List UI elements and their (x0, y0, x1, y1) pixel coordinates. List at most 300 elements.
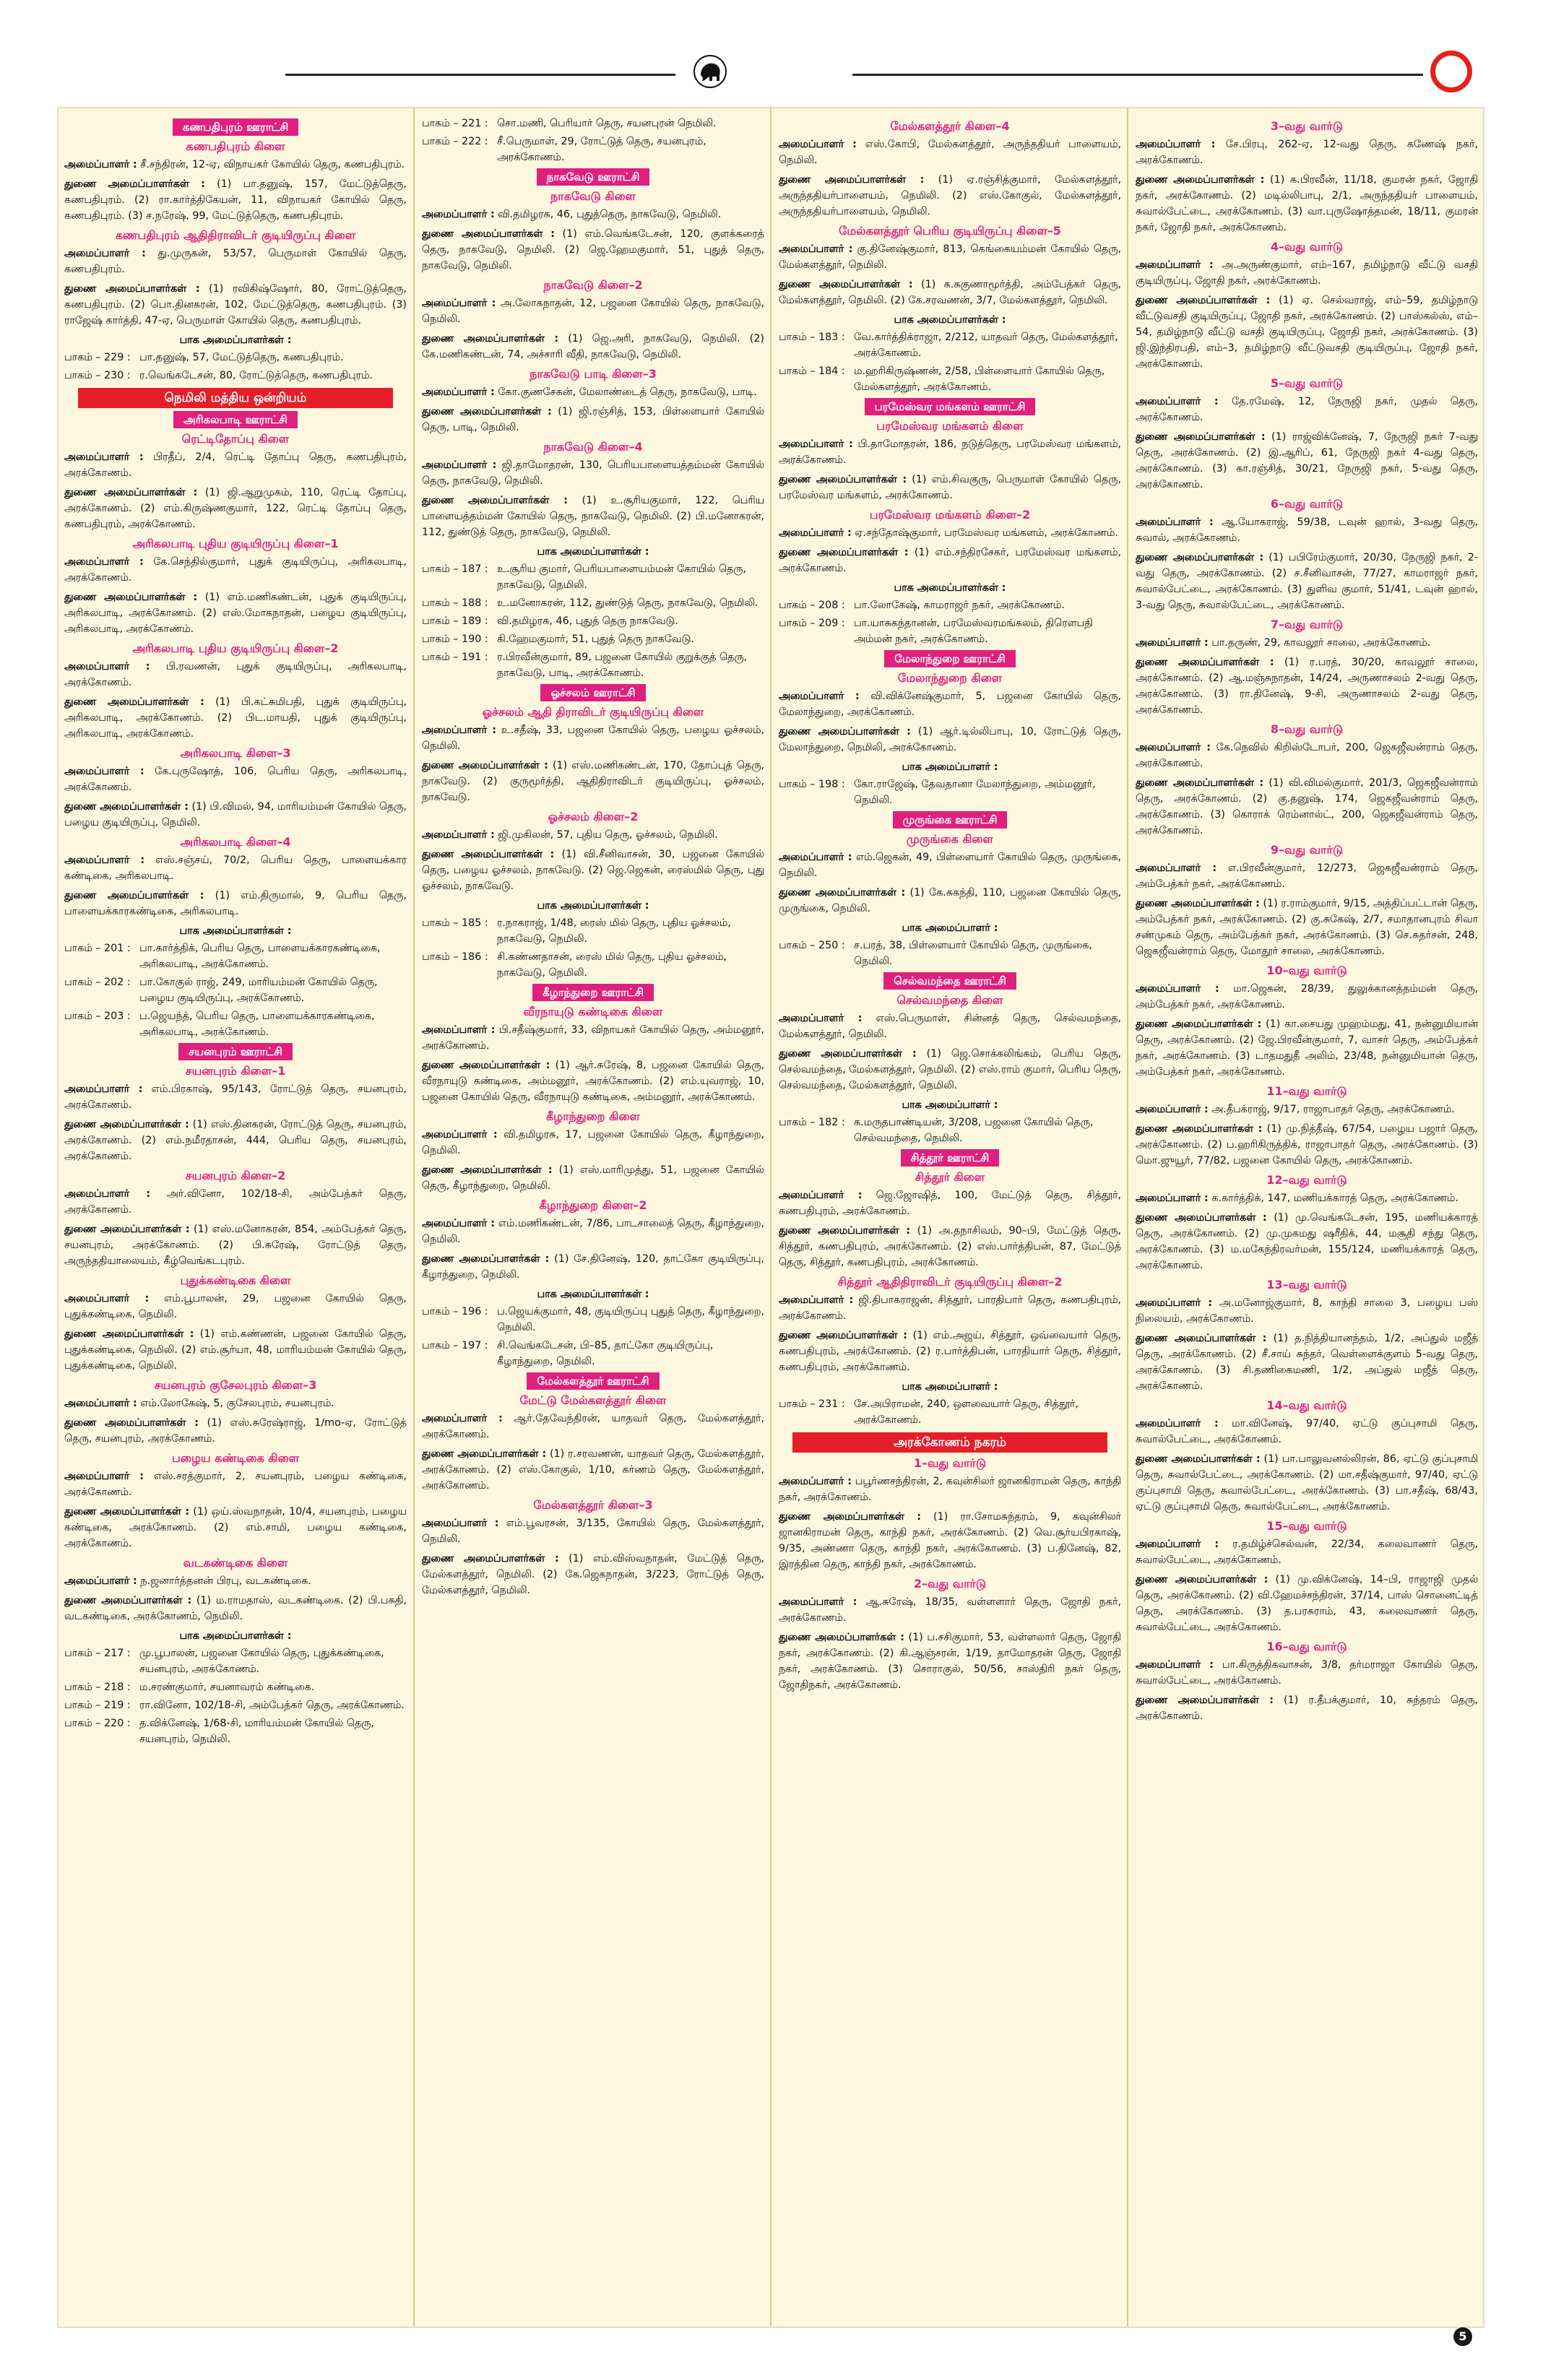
entry-text: எஸ்.சஞ்சய், 70/2, பெரிய தெரு, பாளையக்கார கண்டிகை, அரிகலபாடி. (64, 854, 407, 882)
entry-text: எம்.லோகேஷ், 5, குசேலபுரம், சயனபுரம். (137, 1398, 334, 1409)
entry-text: (1) எஸ்.மனோகரன், 854, அம்பேத்கர் தெரு, சயனபுரம், அரக்கோணம். (2) பி.சுரேஷ், ரோட்டுத் தெரு, அருந்ததியாலையம், கீழ்வெங்கடபுரம். (64, 1224, 407, 1267)
organiser-entry (422, 1216, 764, 1247)
role-label: அமைப்பாளர் : (779, 1596, 857, 1608)
entry-text: (1) எம்.திருமால், 9, பெரிய தெரு, பாளையக்காரகண்டிகை, அரிகலபாடி. (64, 890, 407, 917)
entry-text: அர்.வினோ, 102/18-சி, அம்பேத்கர் தெரு, அரக்கோணம். (64, 1188, 407, 1216)
panchayat-heading: முருங்கை ஊராட்சி (893, 811, 1008, 828)
branch-heading: 14–வது வார்டு (1266, 1398, 1347, 1412)
organiser-entry (779, 688, 1121, 720)
role-label: துணை அமைப்பாளர்கள் : (779, 1048, 917, 1060)
column-divider (1127, 108, 1128, 2327)
entry-text: (1) ஏ. செல்வராஜ், எம்–59, தமிழ்நாடு வீட்டுவசதி குடியிருப்பு, ஜோதி நகர், அரக்கோணம். (2) பாஸ்கல்ஸ், எம்–54, தமிழ்நாடு வீட்டு வசதி குடியிருப்பு, ஜோதி நகர், அரக்கோணம். (3) ஜி.இந்திரபதி, எம்–3, தமிழ்நாடு வீட்டுவசதி குடியிருப்பு, ஜோதி நகர், அரக்கோணம். (1136, 295, 1478, 370)
entry-text: (1) எம்.அஜய், சித்தூர், ஒவ்வையார் தெரு, கணபதிபுரம், அரக்கோணம். (2) ர.பார்த்திபன், பாரதியார் தெரு, சித்தூர், கணபதிபுரம், அரக்கோணம். (779, 1330, 1121, 1373)
branch-heading: அரிகலபாடி கிளை–3 (180, 746, 291, 760)
booth-organiser: சீ.பெருமாள், 29, ரோட்டுத் தெரு, சயனபுரம், அரக்கோணம். (497, 136, 706, 163)
branch-heading: மேட்டு மேல்களத்தூர் கிளை (519, 1393, 667, 1407)
role-label: அமைப்பாளர் : (64, 248, 146, 259)
booth-number: பாகம் – 221 : (422, 118, 488, 129)
entry-text: (1) ஆர்.சுரேஷ், 8, பஜனை கோயில் தெரு, வீரநாயுடு கண்டிகை, அம்மனூர், அரக்கோணம். (2) எம்.யுவராஜ், 10, பஜனை கோயில் தெரு, வீரநாயுடு கண்டிகை, அம்மனூர், அரக்கோணம். (422, 1060, 764, 1103)
organiser-entry (422, 1515, 764, 1547)
branch-heading: வடகண்டிகை கிளை (183, 1556, 288, 1570)
entry-text: (1) எஸ்.சுரேஷ்ராஜ், 1/mo-ஏ, ரோட்டுத் தெரு, சயனபுரம், அரக்கோணம். (64, 1417, 407, 1445)
entry-text: (1) ஏ.ரஞ்சித்குமார், மேல்களத்தூர், அருந்ததியர்பாளையம், நெமிலி. (2) எஸ்.கோகுல், மேல்களத்தூர், அருந்ததியர்பாளையம், நெமிலி. (779, 174, 1121, 217)
booth-number: பாகம் – 229 : (64, 352, 131, 363)
role-label: துணை அமைப்பாளர்கள் : (422, 495, 568, 506)
branch-heading: புதுக்கண்டிகை கிளை (180, 1273, 291, 1287)
role-label: அமைப்பாளர் : (422, 298, 496, 309)
branch-heading: சயனபுரம் கிளை–2 (185, 1169, 286, 1182)
booth-number: பாகம் – 231 : (779, 1398, 845, 1410)
organiser-entry (1136, 1330, 1478, 1394)
organiser-entry (779, 724, 1121, 756)
role-label: அமைப்பாளர் : (422, 1218, 495, 1229)
booth-section-heading: பாக அமைப்பாளர்கள் : (894, 314, 1006, 326)
entry-text: (1) மு.நித்தீஷ், 67/54, பழைய பஜார் தெரு, அரக்கோணம். (2) ப.ஹரிகிருத்திக், ராஜாபாதர் தெரு, அரக்கோணம். (3) மொ.ஜுயூர், 77/82, பஜனை கோயில் தெரு, அரக்கோணம். (1136, 1123, 1478, 1167)
booth-number: பாகம் – 218 : (64, 1682, 131, 1693)
branch-heading: நாகவேடு கிளை–2 (543, 278, 643, 292)
role-label: அமைப்பாளர் : (422, 724, 497, 736)
booth-organiser: உ.மனோகரன், 112, துண்டுத் தெரு, நாகவேடு, நெமிலி. (497, 597, 758, 609)
entry-text: வி.விக்னேஷ்குமார், 5, பஜனை கோயில் தெரு, மேலாந்துறை, அரக்கோணம். (779, 691, 1121, 718)
role-label: துணை அமைப்பாளர்கள் : (779, 726, 911, 737)
booth-organiser: மு.பூபாலன், பஜனை கோயில் தெரு, புதுக்கண்டிகை, சயனபுரம், அரக்கோணம். (139, 1648, 384, 1675)
booth-organiser: பா.தனுஷ், 57, மேட்டுத்தெரு, கணபதிபுரம். (139, 352, 344, 363)
organiser-entry (422, 404, 764, 436)
role-label: அமைப்பாளர் : (779, 438, 853, 450)
role-label: துணை அமைப்பாளர்கள் : (64, 890, 204, 901)
branch-heading: நாகவேடு கிளை–4 (543, 440, 643, 454)
organiser-entry (1136, 1451, 1478, 1515)
entry-text: சீ.சந்திரன், 12-ஏ, விநாயகர் கோயில் தெரு, கணபதிபுரம். (137, 159, 405, 170)
organiser-entry (422, 331, 764, 363)
entry-text: (1) ர.தீபக்குமார், 10, சுந்தரம் தெரு, அரக்கோணம். (1136, 1695, 1478, 1722)
entry-text: (1) த.நித்தியானந்தம், 1/2, அப்துல் மஜீத் தெரு, அரக்கோணம். (2) சீ.சாய் சுந்தர், வெள்ளைக்குளம் 5-வது தெரு, அரக்கோணம். (3) சி.தணிகைமணி, 1/2, அப்துல் மஜீத் தெரு, அரக்கோணம். (1136, 1333, 1478, 1392)
organiser-entry (1136, 1536, 1478, 1568)
booth-entry (422, 595, 764, 611)
booth-organiser: ம.சரண்குமார், சயனாவரம் கண்டிகை. (139, 1682, 315, 1693)
role-label: அமைப்பாளர் : (1136, 1104, 1209, 1115)
booth-organiser: சொ.மணி, பெரியார் தெரு, சயனபுரன் நெமிலி. (497, 118, 717, 129)
booth-entry (422, 949, 764, 981)
entry-text: ஜி.முகிலன், 57, புதிய தெரு, ஓச்சலம், நெமிலி. (494, 829, 718, 841)
branch-heading: மேல்களத்தூர் கிளை–4 (890, 119, 1010, 133)
branch-heading: வீரநாயுடு கண்டிகை கிளை (523, 1005, 663, 1018)
booth-entry (64, 1645, 407, 1677)
role-label: துணை அமைப்பாளர்கள் : (779, 547, 909, 558)
organiser-entry (1136, 1572, 1478, 1635)
entry-text: பி.ரவணன், புதுக் குடியிருப்பு, அரிகலபாடி, அரக்கோணம். (64, 661, 407, 688)
organiser-entry (64, 1326, 407, 1374)
role-label: அமைப்பாளர் : (64, 661, 150, 672)
role-label: துணை அமைப்பாளர்கள் : (422, 1164, 553, 1176)
organiser-entry (422, 226, 764, 274)
branch-heading: 13–வது வார்டு (1266, 1278, 1347, 1291)
branch-heading: 6–வது வார்டு (1270, 497, 1344, 511)
booth-organiser: பா.யாசுகந்தானன், பரமேஸ்வரமங்கலம், திரௌபதி அம்மன் நகர், அரக்கோணம். (854, 618, 1093, 645)
role-label: துணை அமைப்பாளர்கள் : (64, 696, 204, 708)
role-label: அமைப்பாளர் : (779, 139, 857, 150)
page-number: 5 (1453, 2327, 1472, 2346)
entry-text: (1) க.சுகுணாமூர்த்தி, அம்பேத்கர் தெரு, மேல்களத்தூர், நெமிலி. (2) கே.சரவணன், 3/7, மேல்களத்தூர், நெமிலி. (779, 279, 1121, 306)
role-label: துணை அமைப்பாளர்கள் : (779, 1330, 907, 1341)
entry-text: ந.ஜனார்த்தனன் பிரபு, வடகண்டிகை. (137, 1575, 311, 1587)
organiser-entry (422, 207, 764, 222)
role-label: துணை அமைப்பாளர்கள் : (1136, 295, 1271, 306)
organiser-entry (64, 659, 407, 691)
organiser-entry (779, 1594, 1121, 1626)
role-label: துணை அமைப்பாளர்கள் : (779, 1225, 911, 1237)
organiser-entry (422, 847, 764, 894)
booth-number: பாகம் – 230 : (64, 370, 131, 381)
role-label: துணை அமைப்பாளர்கள் : (779, 279, 913, 290)
entry-text: கு.தினேஷ்குமார், 813, கெங்கையம்மன் கோயில் தெரு, மேல்களத்தூர், நெமிலி. (779, 243, 1121, 271)
role-label: அமைப்பாளர் : (1136, 1539, 1219, 1550)
booth-organiser: சே.அபிராமன், 240, ஔவையார் தெரு, சித்தூர், அரக்கோணம். (854, 1398, 1079, 1426)
role-label: துணை அமைப்பாளர்கள் : (779, 1511, 921, 1523)
role-label: அமைப்பாளர் : (1136, 396, 1219, 407)
branch-heading: 16–வது வார்டு (1266, 1640, 1347, 1653)
booth-number: பாகம் – 219 : (64, 1700, 131, 1711)
entry-text: எ.பிரவீன்குமார், 12/273, ஜெகஜீவன்ராம் தெரு, அம்பேத்கர் நகர், அரக்கோணம். (1136, 862, 1478, 890)
role-label: அமைப்பாளர் : (64, 1188, 151, 1200)
column-3 (779, 116, 1121, 2322)
booth-organiser: வி.தமிழரசு, 46, புதுத் தெரு நாகவேடு. (497, 615, 678, 627)
entry-text: ஜெ.ஜோஷித், 100, மேட்டுத் தெரு, சித்தூர், கணபதிபுரம், அரக்கோணம். (779, 1190, 1121, 1217)
panchayat-heading: மேலாந்துறை ஊராட்சி (884, 650, 1015, 667)
entry-text: (1) ர.பரத், 30/20, காவலூர் சாலை, அரக்கோணம். (2) ஆ.மஞ்சுநாதன், 14/24, அருணாசலம் 2-வது தெரு, அரக்கோணம். (3) ரா.தினேஷ், 9-சி, அருணாசலம் 2-வது தெரு, அரக்கோணம். (1136, 657, 1478, 716)
role-label: அமைப்பாளர் : (1136, 259, 1214, 271)
role-label: துணை அமைப்பாளர்கள் : (64, 1506, 190, 1518)
role-label: அமைப்பாளர் : (422, 386, 495, 398)
entry-text: (1) எம்.சிவகுரு, பெருமாள் கோயில் தெரு, பரமேஸ்வர மங்களம், அரக்கோணம். (779, 474, 1121, 501)
entry-text: (1) பா.தனுஷ், 157, மேட்டுத்தெரு, கணபதிபுரம். (2) ரா.கார்த்திகேயன், 11, விநாயகர் கோயில் தெரு, கணபதிபுரம். (3) ச.நரேஷ், 99, மேட்டுத்தெரு, கணபதிபுரம். (64, 178, 407, 222)
panchayat-heading: செல்வமந்தை ஊராட்சி (883, 972, 1016, 990)
organiser-entry (1136, 740, 1478, 771)
booth-organiser: ச.பரத், 38, பிள்ளையார் கோயில் தெரு, முருங்கை, நெமிலி. (854, 940, 1092, 967)
role-label: துணை அமைப்பாளர்கள் : (64, 178, 206, 190)
red-circle-icon (1430, 51, 1472, 92)
role-label: துணை அமைப்பாளர்கள் : (64, 1595, 192, 1606)
booth-number: பாகம் – 185 : (422, 917, 488, 929)
role-label: அமைப்பாளர் : (1136, 1297, 1213, 1309)
role-label: அமைப்பாளர் : (779, 243, 853, 255)
branch-heading: 4–வது வார்டு (1270, 240, 1344, 254)
booth-entry (64, 368, 407, 384)
booth-organiser: கோ.ராஜேஷ், தேவதானா மேலாந்துறை, அம்மனூர், நெமிலி. (854, 779, 1096, 806)
organiser-entry (422, 1057, 764, 1105)
booth-number: பாகம் – 196 : (422, 1306, 488, 1317)
entry-text: உ.சதீஷ், 33, பஜனை கோயில் தெரு, பழைய ஓச்சலம், நெமிலி. (422, 724, 764, 752)
header-rule-left (285, 74, 675, 76)
entry-text: எம்.பூபாலன், 29, பஜனை கோயில் தெரு, புதுக்கண்டிகை, நெமிலி. (64, 1293, 407, 1320)
organiser-entry (64, 1291, 407, 1323)
role-label: துணை அமைப்பாளர்கள் : (422, 406, 552, 417)
role-label: துணை அமைப்பாளர்கள் : (779, 1632, 904, 1643)
organiser-entry (64, 449, 407, 481)
role-label: துணை அமைப்பாளர்கள் : (422, 1253, 550, 1265)
role-label: அமைப்பாளர் : (1136, 1659, 1214, 1671)
organiser-entry (64, 246, 407, 277)
entry-text: (1) ப.சசிகுமார், 53, வள்ளலார் தெரு, ஜோதி நகர், அரக்கோணம். (2) கி.ஆஞ்சரன், 1/19, தாமோதரன் தெரு, ஜோதி நகர், அரக்கோணம். (3) சொராகுல், 50/56, சாஸ்திரி நகர் தெரு, ஜோதிநகர், அரக்கோணம். (779, 1632, 1121, 1691)
organiser-entry (1136, 1416, 1478, 1448)
role-label: துணை அமைப்பாளர்கள் : (1136, 1695, 1274, 1706)
role-label: அமைப்பாளர் : (1136, 139, 1216, 150)
organiser-entry (422, 295, 764, 327)
organiser-entry (64, 852, 407, 884)
entry-text: (1) பா.பாலுவனல்லிரன், 86, ஏட்டு குப்புசாமி தெரு, சுவால்பேட்டை, அரக்கோணம். (2) மா.சதீஷ்குமார், 97/40, ஏட்டு குப்புசாமி தெரு, சுவால்பேட்டை, அரக்கோணம். (3) பா.சதீஷ், 68/43, ஏட்டு குப்புசாமி தெரு, சுவால்பேட்டை, அரக்கோணம். (1136, 1453, 1478, 1513)
booth-entry (422, 631, 764, 647)
branch-heading: நாகவேடு கிளை (550, 189, 636, 203)
branch-heading: அரிகலபாடி புதிய குடியிருப்பு கிளை–1 (132, 537, 339, 550)
organiser-entry (1136, 1295, 1478, 1327)
booth-number: பாகம் – 217 : (64, 1648, 131, 1659)
role-label: அமைப்பாளர் : (64, 556, 144, 568)
booth-organiser: பா.கோகுல் ராஜ், 249, மாரியம்மன் கோயில் தெரு, பழைய குடியிருப்பு, அரக்கோணம். (139, 977, 378, 1004)
entry-text: (1) பபிரேம்குமார், 20/30, நேருஜி நகர், 2-வது தெரு, அரக்கோணம். (2) ச.சீனிவாசன், 77/27, காமராஜர் நகர், சுவால்பேட்டை, அரக்கோணம். (3) துளிவ குமார், 51/41, டவுன் ஹால், 3-வது தெரு, சுவால்பேட்டை, அரக்கோணம். (1136, 552, 1478, 611)
entry-text: பா.தருண், 29, காவலூர் சாலை, அரக்கோணம். (1208, 637, 1431, 649)
branch-heading: சயனபுரம் குசேலபுரம் கிளை–3 (154, 1378, 317, 1392)
panchayat-heading: கணபதிபுரம் ஊராட்சி (173, 118, 299, 136)
organiser-entry (64, 1573, 407, 1589)
booth-entry (422, 1338, 764, 1369)
elephant-logo-icon (692, 53, 728, 90)
organiser-entry (1136, 1102, 1478, 1117)
role-label: அமைப்பாளர் : (1136, 742, 1211, 753)
entry-text: பிரதீப், 2/4, ரெட்டி தோப்பு தெரு, கணபதிபுரம், அரக்கோணம். (64, 451, 407, 479)
role-label: துணை அமைப்பாளர்கள் : (422, 1448, 547, 1460)
entry-text: எம்.பூவரசன், 3/135, கோயில் தெரு, மேல்களத்தூர், நெமிலி. (422, 1518, 764, 1545)
booth-number: பாகம் – 222 : (422, 136, 488, 147)
panchayat-heading: நாகவேடு ஊராட்சி (537, 168, 650, 186)
entry-text: (1) ராஜ்விக்னேஷ், 7, நேருஜி நகர் 7-வது தெரு, அரக்கோணம். (2) இ.ஆரிப், 61, நேருஜி நகர் 4-வது தெரு, அரக்கோணம். (3) கா.ரஞ்சித், 30/21, நேருஜி நகர், 5-வது தெரு, அரக்கோணம். (1136, 431, 1478, 490)
panchayat-heading: சித்தூர் ஊராட்சி (901, 1149, 1000, 1167)
role-label: அமைப்பாளர் : (422, 209, 495, 220)
organiser-entry (1136, 137, 1478, 168)
branch-heading: கீழாந்துறை கிளை–2 (539, 1198, 647, 1212)
role-label: துணை அமைப்பாளர்கள் : (1136, 552, 1264, 563)
union-heading: நெமிலி மத்திய ஒன்றியம் (78, 388, 393, 408)
organiser-entry (779, 1509, 1121, 1572)
branch-heading: கணபதிபுரம் கிளை (186, 139, 285, 153)
role-label: அமைப்பாளர் : (64, 1575, 137, 1587)
branch-heading: சயனபுரம் கிளை–1 (185, 1064, 286, 1078)
branch-heading: அரிகலபாடி கிளை–4 (180, 835, 291, 849)
branch-heading: 5–வது வார்டு (1270, 376, 1344, 390)
booth-organiser: ர.வெங்கடேசன், 80, ரோட்டுத்தெரு, கணபதிபுரம். (139, 370, 373, 381)
role-label: துணை அமைப்பாளர்கள் : (422, 228, 555, 240)
organiser-entry (64, 799, 407, 831)
booth-organiser: கி.ஹேமகுமார், 51, புதுத் தெரு நாகவேடு. (497, 633, 694, 645)
booth-number: பாகம் – 188 : (422, 597, 488, 609)
entry-text: (1) ஜெ.அரி, நாகவேடு, நெமிலி. (2) கே.மணிகண்டன், 74, அச்சாரி வீதி, நாகவேடு, நெமிலி. (422, 333, 764, 360)
booth-number: பாகம் – 191 : (422, 652, 488, 663)
booth-organiser: ர.நாகராஜ், 1/48, ரைஸ் மில் தெரு, புதிய ஓச்சலம், நாகவேடு, நெமிலி. (497, 917, 731, 945)
role-label: துணை அமைப்பாளர்கள் : (1136, 431, 1266, 443)
organiser-entry (64, 1468, 407, 1500)
entry-text: (1) மு.வெங்கடேசன், 195, மணியக்காரத் தெரு, அரக்கோணம். (2) மு.முகமது ஷரீதிக், 44, மசூதி சந்து தெரு, அரக்கோணம். (3) ம.மகேந்திரவர்மன், 155/124, மணியக்காரத் தெரு, அரக்கோணம். (1136, 1212, 1478, 1271)
role-label: அமைப்பாளர் : (422, 1129, 498, 1141)
organiser-entry (64, 176, 407, 224)
organiser-entry (1136, 514, 1478, 546)
organiser-entry (779, 1292, 1121, 1324)
booth-number: பாகம் – 202 : (64, 977, 131, 988)
role-label: துணை அமைப்பாளர்கள் : (422, 1553, 559, 1565)
booth-organiser: பா.லோகேஷ், காமராஜர் நகர், அரக்கோணம். (854, 600, 1065, 611)
organiser-entry (422, 1446, 764, 1494)
entry-text: எஸ்.சரத்குமார், 2, சயனபுரம், பழைய கண்டிகை, அரக்கோணம். (64, 1471, 407, 1498)
branch-heading: பழைய கண்டிகை கிளை (171, 1451, 300, 1465)
role-label: துணை அமைப்பாளர்கள் : (1136, 777, 1264, 789)
organiser-entry (1136, 1016, 1478, 1080)
organiser-entry (1136, 654, 1478, 718)
booth-organiser: த.விக்னேஷ், 1/68-சி, மாரியம்மன் கோயில் தெரு, சயனபுரம், நெமிலி. (139, 1718, 374, 1745)
organiser-entry (422, 1162, 764, 1194)
role-label: அமைப்பாளர் : (1136, 983, 1219, 995)
organiser-entry (422, 493, 764, 540)
booth-number: பாகம் – 201 : (64, 943, 131, 954)
entry-text: (1) க.பிரவீன், 11/18, குமரன் நகர், ஜோதி நகர், அரக்கோணம். (2) மடில்லிபாபு, 2/1, அருந்ததியர் பாளையம், சுவால்பேட்டை, அரக்கோணம். (3) வா.புருஷோத்தமன், 18/11, குமரன் நகர், ஜோதி நகர், அரக்கோணம். (1136, 174, 1478, 233)
booth-entry (779, 615, 1121, 647)
branch-heading: 3–வது வார்டு (1270, 119, 1344, 133)
role-label: துணை அமைப்பாளர்கள் : (64, 592, 198, 603)
entry-text: (1) எஸ்.மணிகண்டன், 170, தோப்புத் தெரு, நாகவேடு. (2) குருமூர்த்தி, ஆதிதிராவிடர் குடியிருப்பு, ஓச்சலம், நாகவேடு. (422, 760, 764, 803)
booth-number: பாகம் – 220 : (64, 1718, 131, 1729)
entry-text: கே.நெவில் கிறிஸ்டோபர், 200, ஜெகஜீவன்ராம் தெரு, அரக்கோணம். (1136, 742, 1478, 769)
entry-text: மா.ஜெகன், 28/39, துலுக்கானத்தம்மன் தெரு, அம்பேத்கர் நகர், அரக்கோணம். (1136, 983, 1478, 1011)
role-label: துணை அமைப்பாளர்கள் : (1136, 174, 1265, 186)
role-label: அமைப்பாளர் : (1136, 1193, 1209, 1204)
entry-text: பபூர்ணசந்திரன், 2, கவுன்சிலர் ஜானகிராமன் தெரு, காந்தி நகர், அரக்கோணம். (779, 1476, 1121, 1503)
entry-text: பி.சதீஷ்குமார், 33, விநாயகர் கோயில் தெரு, அம்மனூர், அரக்கோணம். (422, 1024, 764, 1052)
entry-text: அ.மனோஜ்குமார், 8, காந்தி சாலை 3, பழைய பஸ் நிலையம், அரக்கோணம். (1136, 1297, 1478, 1325)
organiser-entry (1136, 293, 1478, 372)
role-label: அமைப்பாளர் : (64, 1471, 144, 1482)
booth-number: பாகம் – 184 : (779, 365, 845, 377)
organiser-entry (64, 1415, 407, 1447)
panchayat-heading: அரிகலபாடி ஊராட்சி (173, 411, 298, 428)
booth-section-heading: பாக அமைப்பாளர்கள் : (179, 1630, 292, 1642)
branch-heading: 8–வது வார்டு (1270, 722, 1344, 736)
entry-text: எஸ்.பெருமாள், சின்னத் தெரு, செல்வமந்தை, மேல்களத்தூர், நெமிலி. (779, 1013, 1121, 1040)
entry-text: (1) ஒய்.ஸ்வநாதன், 10/4, சயனபுரம், பழைய கண்டிகை, அரக்கோணம். (2) எம்.சாமி, பழைய கண்டிகை, அரக்கோணம். (64, 1506, 407, 1549)
entry-text: ர.தமிழ்ச்செல்வன், 22/34, கலைவாணர் தெரு, சுவால்பேட்டை, அரக்கோணம். (1136, 1539, 1478, 1566)
booth-entry (422, 649, 764, 681)
branch-heading: 9–வது வார்டு (1270, 843, 1344, 857)
booth-organiser: ர.பிரவீன்குமார், 89, பஜனை கோயில் குறுக்குத் தெரு, நாகவேடு, பாடி, அரக்கோணம். (497, 652, 748, 679)
role-label: அமைப்பாளர் : (422, 1518, 499, 1529)
booth-organiser: ப.ஜெயந்த், பெரிய தெரு, பாளையக்காரகண்டிகை, அரிகலபாடி, அரக்கோணம். (139, 1011, 375, 1038)
booth-entry (779, 1115, 1121, 1146)
booth-organiser: க.மருதபாண்டியன், 3/208, பஜனை கோயில் தெரு, செல்வமந்தை, நெமிலி. (854, 1117, 1094, 1144)
role-label: துணை அமைப்பாளர்கள் : (1136, 1123, 1263, 1135)
entry-text: (1) அ.தநாசிவம், 90–பி, மேட்டுத் தெரு, சித்தூர், கணபதிபுரம், அரக்கோணம். (2) எஸ்.பார்த்திபன், 87, மேட்டுத் தெரு, சித்தூர், கணபதிபுரம், அரக்கோணம். (779, 1225, 1121, 1268)
column-divider (413, 108, 415, 2327)
organiser-entry (64, 485, 407, 532)
branch-heading: 2–வது வார்டு (913, 1577, 987, 1591)
entry-text: கே.செந்தில்குமார், புதுக் குடியிருப்பு, அரிகலபாடி, அரக்கோணம். (64, 556, 407, 584)
organiser-entry (1136, 1121, 1478, 1169)
role-label: துணை அமைப்பாளர்கள் : (422, 849, 555, 860)
organiser-entry (779, 525, 1121, 541)
branch-heading: அரிகலபாடி புதிய குடியிருப்பு கிளை–2 (132, 641, 339, 655)
organiser-entry (1136, 257, 1478, 289)
role-label: துணை அமைப்பாளர்கள் : (1136, 898, 1260, 909)
entry-text: மா.வினேஷ், 97/40, ஏட்டு குப்புசாமி தெரு, சுவால்பேட்டை, அரக்கோணம். (1136, 1418, 1478, 1445)
branch-heading: 10–வது வார்டு (1266, 964, 1347, 977)
branch-heading: 15–வது வார்டு (1266, 1519, 1347, 1533)
branch-heading: மேலாந்துறை கிளை (897, 671, 1003, 685)
organiser-entry (1136, 981, 1478, 1013)
role-label: துணை அமைப்பாளர்கள் : (422, 760, 548, 771)
entry-text: (1) ரவிகிஷ்ஷோர், 80, ரோட்டுத்தெரு, கணபதிபுரம். (2) பொ.தினகரன், 102, மேட்டுத்தெரு, கணபதிபுரம். (3) ராஜேஷ் கார்த்தி, 47-ஏ, பெருமாள் கோயில் தெரு, கணபதிபுரம். (64, 283, 407, 326)
role-label: துணை அமைப்பாளர்கள் : (64, 1417, 199, 1429)
panchayat-heading: பரமேஸ்வர மங்களம் ஊராட்சி (865, 398, 1036, 415)
entry-text: எஸ்.கோபி, மேல்களத்தூர், அருந்ததியர் பாளையம், நெமிலி. (779, 139, 1121, 166)
organiser-entry (64, 1504, 407, 1552)
booth-number: பாகம் – 183 : (779, 332, 845, 343)
organiser-entry (1136, 172, 1478, 235)
branch-heading: செல்வமந்தை கிளை (896, 993, 1003, 1007)
organiser-entry (779, 472, 1121, 503)
entry-text: (1) கே.சுகந்தி, 110, பஜனை கோயில் தெரு, முருங்கை, நெமிலி. (779, 887, 1121, 914)
newspaper-page (57, 107, 1484, 2328)
role-label: துணை அமைப்பாளர்கள் : (422, 333, 559, 345)
organiser-entry (779, 1328, 1121, 1375)
role-label: அமைப்பாளர் : (779, 527, 852, 539)
branch-heading: கணபதிபுரம் ஆதிதிராவிடர் குடியிருப்பு கிளை (115, 228, 356, 242)
organiser-entry (422, 1411, 764, 1442)
organiser-entry (1136, 896, 1478, 959)
booth-number: பாகம் – 190 : (422, 633, 488, 645)
entry-text: கே.புருஷோத், 106, பெரிய தெரு, அரிகலபாடி, அரக்கோணம். (64, 766, 407, 793)
organiser-entry (1136, 429, 1478, 493)
entry-text: (1) ஜெ.சொக்கலிங்கம், பெரிய தெரு, செல்வமந்தை, மேல்களத்தூர், நெமிலி. (2) எஸ்.ராம் குமார், பெரிய தெரு, செல்வமந்தை, மேல்களத்தூர், நெமிலி. (779, 1048, 1121, 1091)
organiser-entry (1136, 635, 1478, 651)
booth-number: பாகம் – 209 : (779, 618, 845, 629)
branch-heading: பரமேஸ்வர மங்களம் கிளை–2 (869, 508, 1031, 522)
booth-organiser: ப.ஜெயக்குமார், 48, குடியிருப்பு புதுத் தெரு, கீழாந்துறை, நெமிலி. (497, 1306, 764, 1333)
organiser-entry (779, 172, 1121, 220)
header-rule-right (852, 74, 1423, 76)
organiser-entry (1136, 860, 1478, 892)
role-label: அமைப்பாளர் : (64, 1398, 137, 1409)
role-label: துணை அமைப்பாளர்கள் : (1136, 1333, 1267, 1344)
entry-text: (1) எம்.சந்திரசேகர், பரமேஸ்வர மங்களம், அரக்கோணம். (779, 547, 1121, 574)
branch-heading: ரெட்டிதோப்பு கிளை (181, 432, 290, 446)
booth-number: பாகம் – 208 : (779, 600, 845, 611)
organiser-entry (779, 1474, 1121, 1505)
entry-text: அ.அருண்குமார், எம்–167, தமிழ்நாடு வீட்டு வசதி குடியிருப்பு, ஜோதி நகர், அரக்கோணம். (1136, 259, 1478, 287)
panchayat-heading: சயனபுரம் ஊராட்சி (178, 1043, 293, 1060)
role-label: அமைப்பாளர் : (422, 459, 497, 471)
entry-text: (1) ர.ராம்குமார், 9/15, அத்திப்பட்டான் தெரு, அம்பேத்கர் நகர், அரக்கோணம். (2) கு.சுகேஷ், 2/7, சமாதானபுரம் சிவா சண்முகம் தெரு, அம்பேத்கர் நகர், அரக்கோணம். (3) செ.சுதர்சன், 248, ஜெகஜீவன்ராம் தெரு, மோதூர் சாலை, அரக்கோணம். (1136, 898, 1478, 957)
organiser-entry (64, 589, 407, 637)
role-label: துணை அமைப்பாளர்கள் : (779, 174, 925, 186)
booth-entry (64, 1697, 407, 1713)
role-label: அமைப்பாளர் : (779, 691, 860, 702)
column-4 (1136, 116, 1478, 2322)
role-label: அமைப்பாளர் : (64, 451, 144, 463)
booth-organiser: வே.கார்த்திக்ராஜா, 2/212, யாதவர் தெரு, மேல்களத்தூர், அரக்கோணம். (854, 332, 1118, 359)
entry-text: அ.தீபக்ராஜ், 9/17, ராஜாபாதர் தெரு, அரக்கோணம். (1208, 1104, 1455, 1115)
organiser-entry (1136, 1210, 1478, 1273)
booth-number: பாகம் – 187 : (422, 563, 488, 575)
organiser-entry (779, 1630, 1121, 1693)
branch-heading: நாகவேடு பாடி கிளை–3 (530, 367, 657, 381)
entry-text: (1) சே.தினேஷ், 120, தாட்கோ குடியிருப்பு, கீழாந்துறை, நெமிலி. (422, 1253, 764, 1281)
branch-heading: 7–வது வார்டு (1270, 618, 1344, 631)
panchayat-heading: மேல்களத்தூர் ஊராட்சி (527, 1372, 659, 1390)
